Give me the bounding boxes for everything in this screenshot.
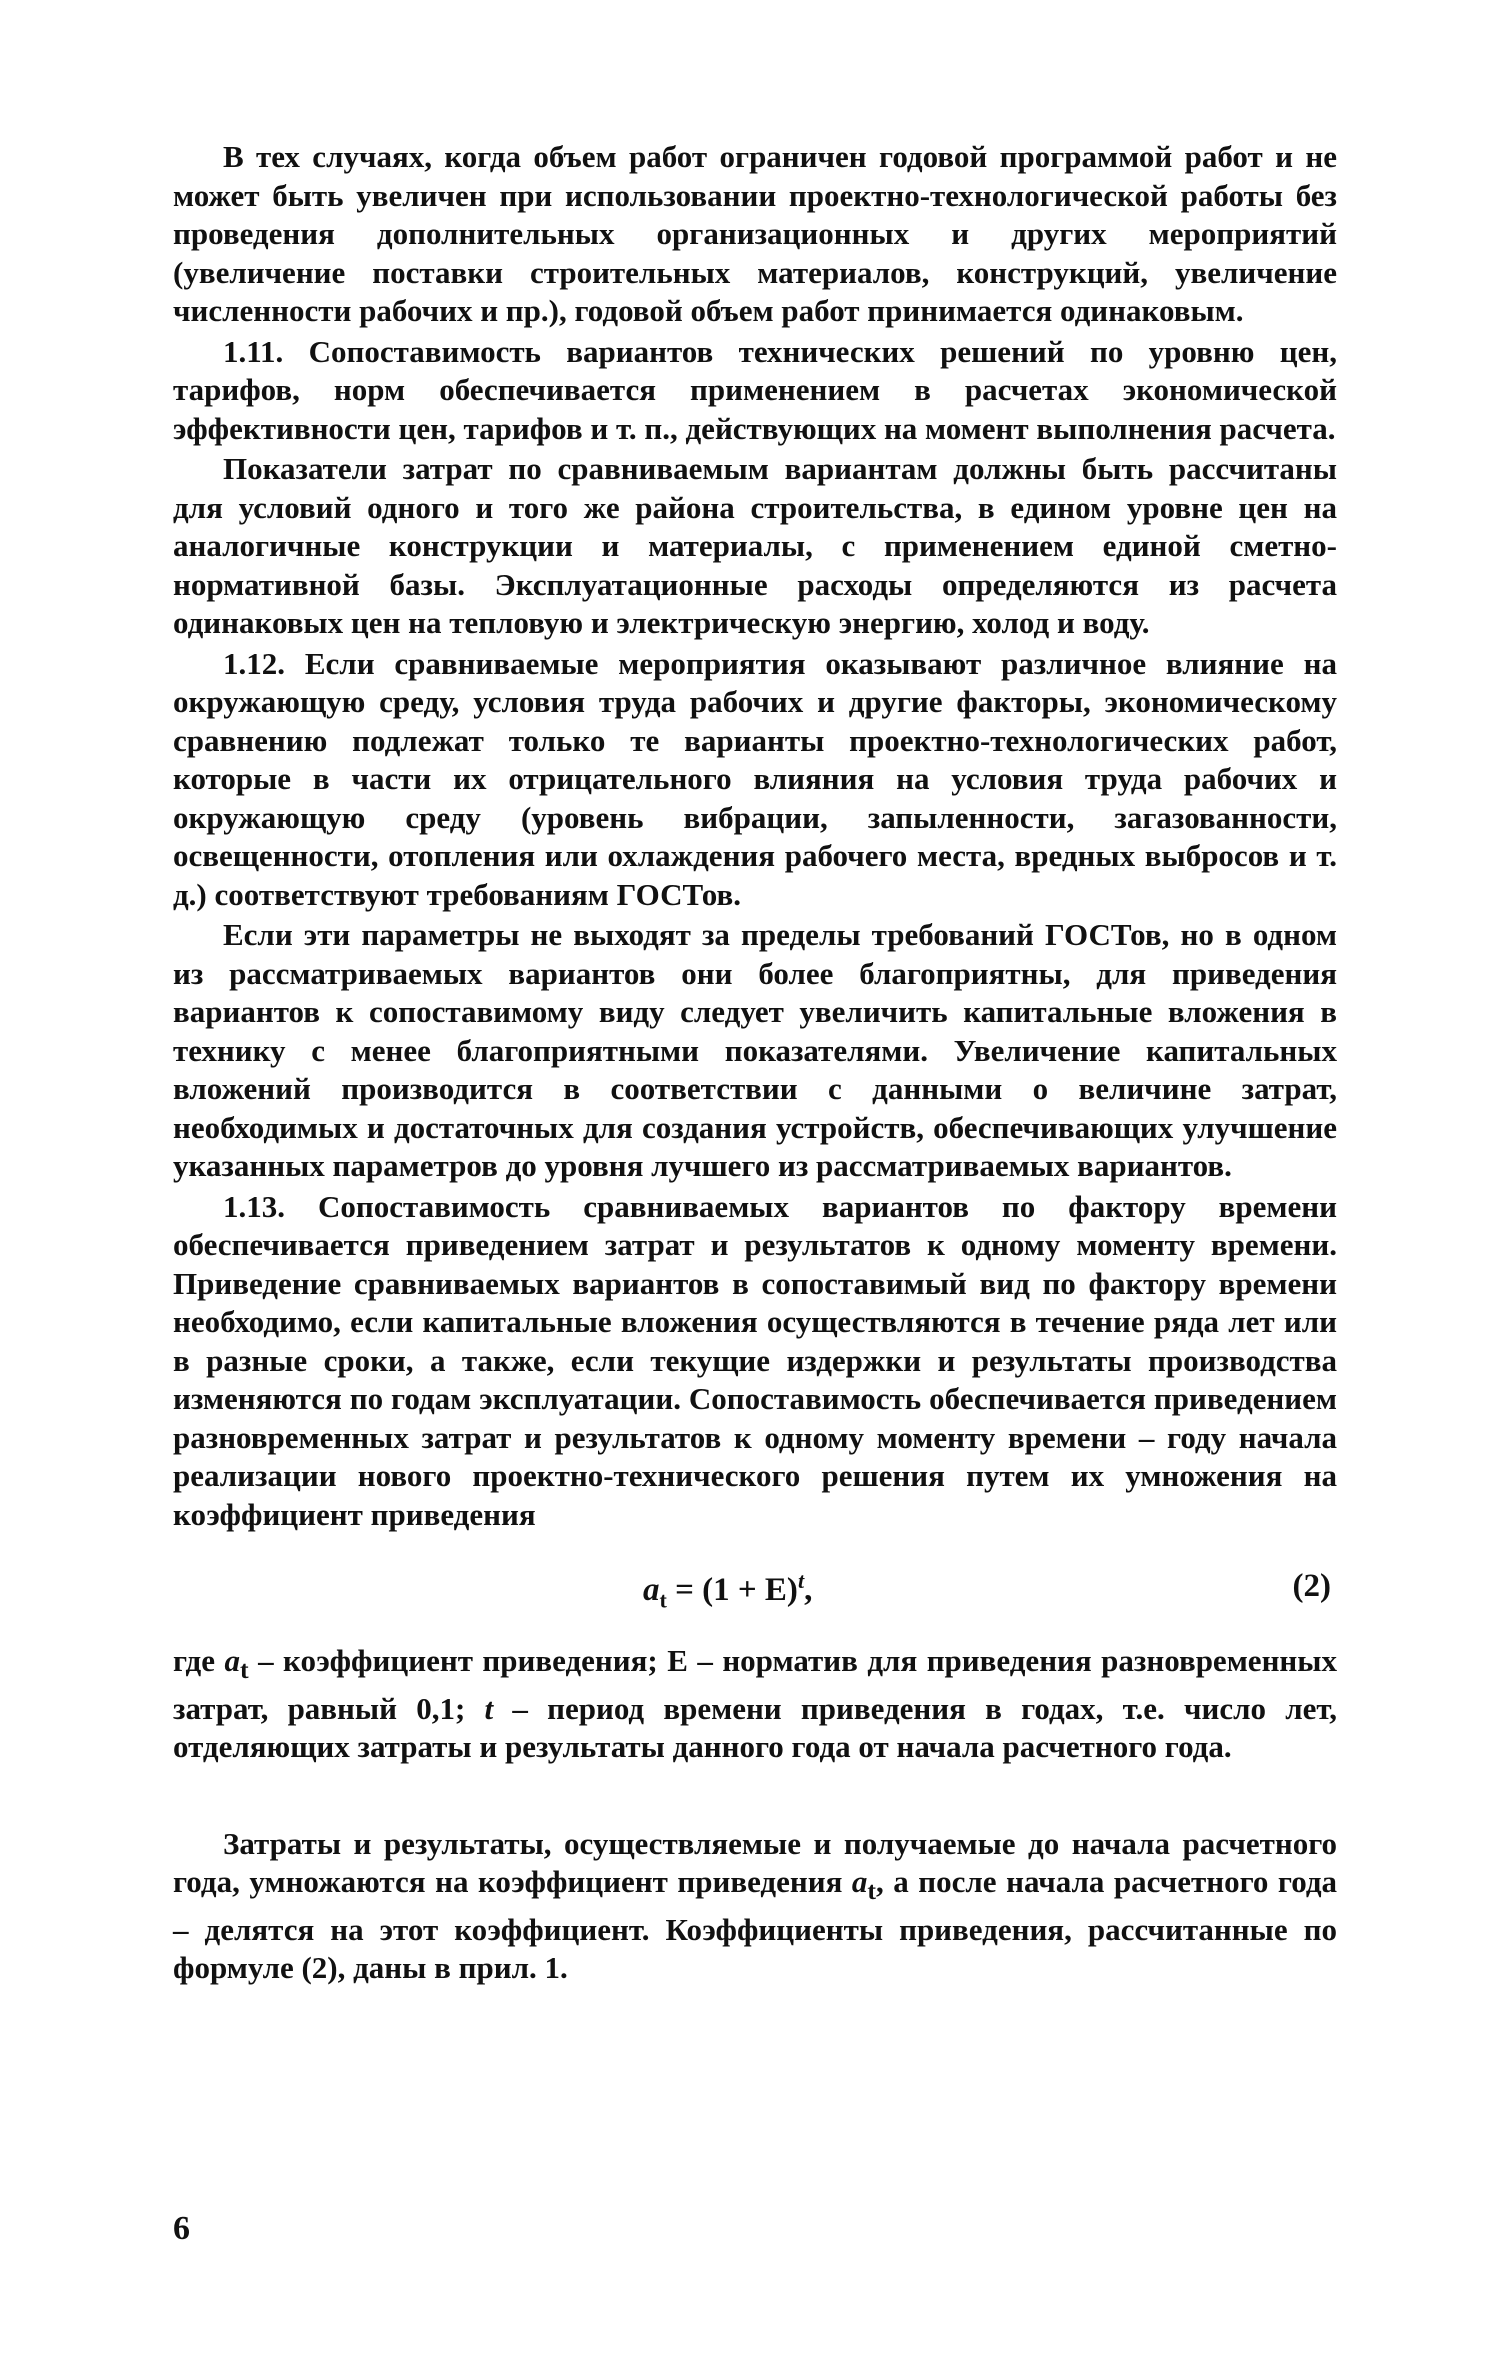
formula-comma: , [804, 1572, 813, 1608]
legend-variable-sub: t [239, 1655, 249, 1685]
formula-row [173, 1568, 1337, 1624]
paragraph-1-12 [173, 645, 1337, 915]
legend-variable-t: t [484, 1690, 494, 1726]
legend-where: где [173, 1643, 215, 1678]
paragraph-1-11-text: Сопоставимость вариантов технических решений по уровню цен, тарифов, норм обеспечивается применением в расчетах экономической эффективности цен, тарифов и т. п., действующих на момент выполнения расчета. [173, 333, 1338, 446]
formula-subscript: t [659, 1587, 667, 1613]
spacer [173, 1767, 1337, 1825]
paragraph-1-12-text: Если сравниваемые мероприятия оказывают различное влияние на окружающую среду, условия труда рабочих и другие факторы, экономическому сравнению подлежат только те варианты проектно-технологических работ, которые в части их отрицательного влияния на условия труда рабочих и окружающую среду (уровень вибрации, запыленности, загазованности, освещенности, отопления или охлаждения рабочего места, вредных выбросов и т. д.) соответствуют требованиям ГОСТов. [173, 645, 1337, 912]
formula-exponent: t [797, 1568, 805, 1593]
paragraph-1-11 [173, 333, 1337, 449]
formula [643, 1568, 812, 1614]
paragraph-3-text: Показатели затрат по сравниваемым вариантам должны быть рассчитаны для условий одного и того же района строительства, в едином уровне цен на аналогичные конструкции и материалы, с применением единой сметно-нормативной базы. Эксплуатационные расходы определяются из расчета одинаковых цен на тепловую и электрическую энергию, холод и воду. [173, 451, 1337, 640]
section-number-1-13: 1.13. [223, 1188, 285, 1224]
paragraph-1-13 [173, 1188, 1337, 1535]
paragraph-3 [173, 450, 1337, 643]
paragraph-5 [173, 916, 1337, 1186]
paragraph-7-subscript: t [867, 1876, 876, 1906]
formula-variable: a [643, 1572, 660, 1608]
formula-legend [173, 1642, 1337, 1767]
paragraph-1 [173, 138, 1337, 331]
paragraph-5-text: Если эти параметры не выходят за пределы требований ГОСТов, но в одном из рассматриваемых вариантов они более благоприятны, для приведения вариантов к сопоставимому виду следует увеличить капитальные вложения в технику с менее благоприятными показателями. Увеличение капитальных вложений производится в соответствии с данными о величине затрат, необходимых и достаточных для создания устройств, обеспечивающих улучшение указанных параметров до уровня лучшего из рассматриваемых вариантов. [173, 917, 1337, 1183]
paragraph-7-text-b: , а после начала расчетного года – делятся на этот коэффициент. Коэффициенты приведения, рассчитанные по формуле (2), даны в прил. 1. [173, 1864, 1338, 1986]
paragraph-7-text-a: Затраты и результаты, осуществляемые и получаемые до начала расчетного года, умножаются на коэффициент приведения [173, 1825, 1337, 1900]
paragraph-1-text: В тех случаях, когда объем работ ограничен годовой программой работ и не может быть увеличен при использовании проектно-технологической работы без проведения дополнительных организационных и других мероприятий (увеличение поставки строительных материалов, конструкций, увеличение численности рабочих и пр.), годовой объем работ принимается одинаковым. [173, 139, 1337, 328]
formula-expression: = (1 + E) [675, 1572, 798, 1608]
section-number-1-11: 1.11. [223, 333, 284, 369]
section-number-1-12: 1.12. [223, 645, 285, 681]
paragraph-7 [173, 1825, 1337, 1988]
legend-variable-a: a [224, 1643, 240, 1678]
legend-text-2: – период времени приведения в годах, т.е. число лет, отделяющих затраты и результаты данного года от начала расчетного года. [173, 1690, 1338, 1765]
paragraph-7-variable: a [851, 1864, 868, 1900]
formula-number: (2) [1292, 1568, 1331, 1604]
page-number: 6 [173, 2210, 190, 2247]
document-page [173, 138, 1337, 2338]
legend-text-1: – коэффициент приведения; Е – норматив для приведения разновременных затрат, равный 0,1; [173, 1643, 1337, 1726]
paragraph-1-13-text: Сопоставимость сравниваемых вариантов по фактору времени обеспечивается приведением затрат и результатов к одному моменту времени. Приведение сравниваемых вариантов в сопоставимый вид по фактору времени необходимо, если капитальные вложения осуществляются в течение ряда лет или в разные сроки, а также, если текущие издержки и результаты производства изменяются по годам эксплуатации. Сопоставимость обеспечивается приведением разновременных затрат и результатов к одному моменту времени – году начала реализации нового проектно-технического решения путем их умножения на коэффициент приведения [173, 1188, 1338, 1532]
